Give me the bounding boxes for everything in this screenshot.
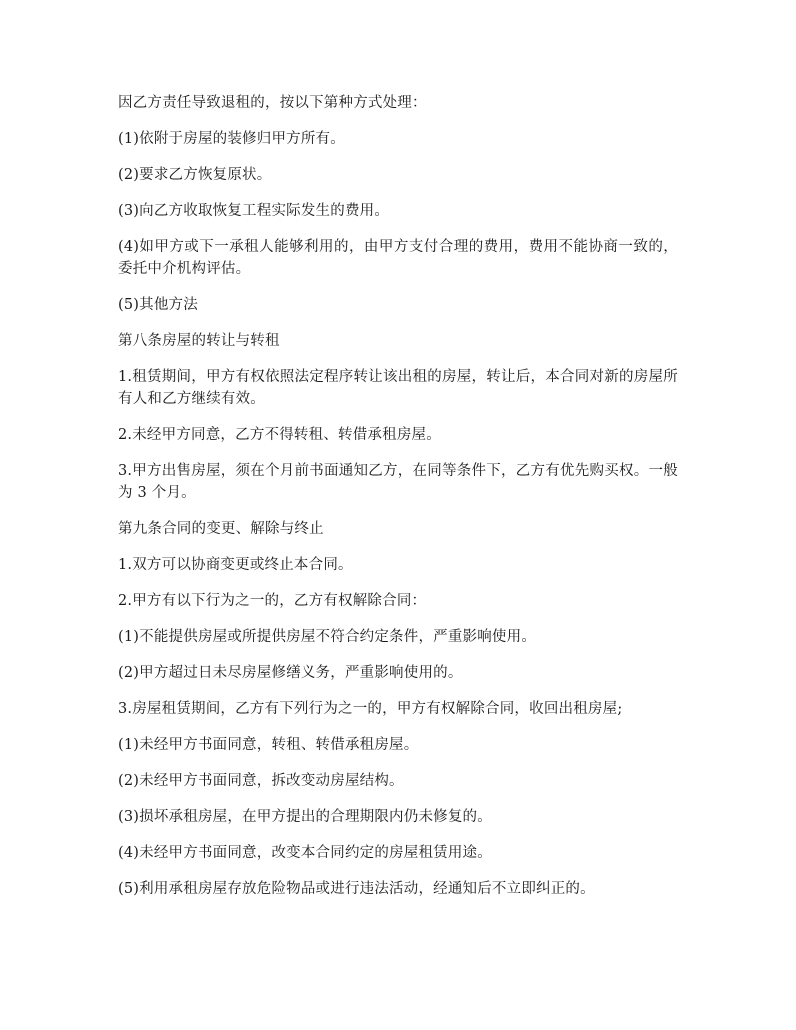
paragraph: 3.房屋租赁期间，乙方有下列行为之一的，甲方有权解除合同，收回出租房屋; <box>118 701 623 717</box>
paragraph: (2)甲方超过日未尽房屋修缮义务，严重影响使用的。 <box>118 665 463 681</box>
paragraph: (2)未经甲方书面同意，拆改变动房屋结构。 <box>118 773 404 789</box>
paragraph: 3.甲方出售房屋，须在个月前书面通知乙方，在同等条件下，乙方有优先购买权。一般为 3 个月。 <box>118 463 678 501</box>
paragraph: (1)依附于房屋的装修归甲方所有。 <box>118 131 345 147</box>
paragraph: 2.甲方有以下行为之一的，乙方有权解除合同： <box>118 593 427 609</box>
paragraph: (3)损坏承租房屋，在甲方提出的合理期限内仍未修复的。 <box>118 809 492 825</box>
document-body <box>118 92 678 914</box>
paragraph: (5)其他方法 <box>118 297 198 313</box>
paragraph: (3)向乙方收取恢复工程实际发生的费用。 <box>118 203 390 219</box>
paragraph: (1)不能提供房屋或所提供房屋不符合约定条件，严重影响使用。 <box>118 629 537 645</box>
paragraph: (2)要求乙方恢复原状。 <box>118 167 272 183</box>
section-heading: 第九条合同的变更、解除与终止 <box>118 521 324 537</box>
paragraph: (4)如甲方或下一承租人能够利用的，由甲方支付合理的费用，费用不能协商一致的，委托中介机构评估。 <box>118 239 678 277</box>
paragraph: 1.双方可以协商变更或终止本合同。 <box>118 557 353 573</box>
paragraph: (1)未经甲方书面同意，转租、转借承租房屋。 <box>118 737 419 753</box>
paragraph: 因乙方责任导致退租的，按以下第种方式处理： <box>118 95 427 111</box>
section-heading: 第八条房屋的转让与转租 <box>118 333 280 349</box>
paragraph: 1.租赁期间，甲方有权依照法定程序转让该出租的房屋，转让后，本合同对新的房屋所有人和乙方继续有效。 <box>118 369 678 407</box>
paragraph: (4)未经甲方书面同意，改变本合同约定的房屋租赁用途。 <box>118 845 492 861</box>
paragraph: (5)利用承租房屋存放危险物品或进行违法活动，经通知后不立即纠正的。 <box>118 881 595 897</box>
paragraph: 2.未经甲方同意，乙方不得转租、转借承租房屋。 <box>118 427 441 443</box>
